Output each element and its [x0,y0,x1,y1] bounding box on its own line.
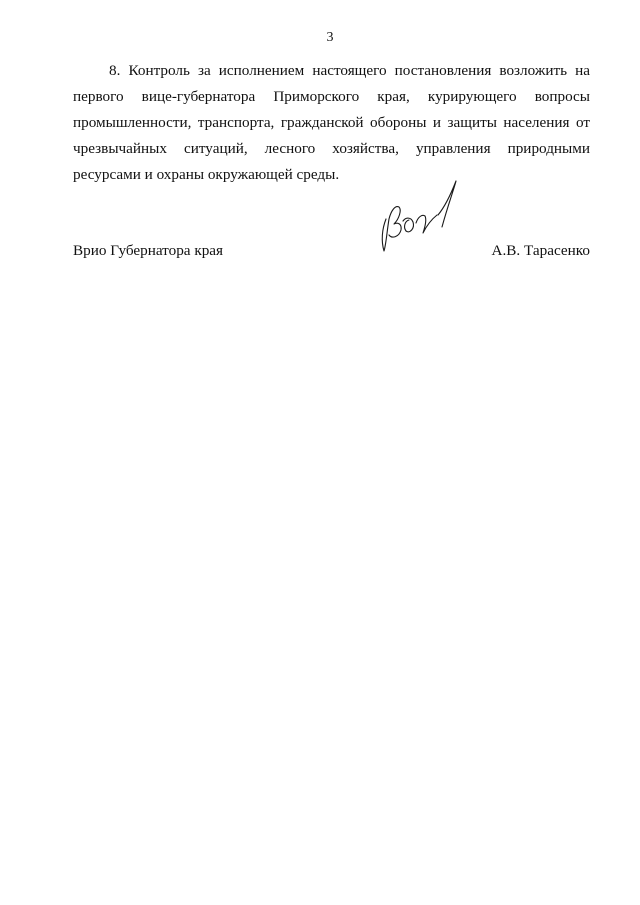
signer-name: А.В. Тарасенко [491,242,590,259]
page-number: 3 [326,30,334,45]
signature-block [73,242,590,264]
paragraph-8: 8. Контроль за исполнением настоящего постановления возложить на первого вице-губернатора Приморского края, курирующего вопросы промышленности, транспорта, гражданской обороны и защиты населения от чрезвычайных ситуаций, лесного хозяйства, управления природными ресурсами и охраны окружающей среды. [73,62,590,183]
signer-position: Врио Губернатора края [73,242,224,259]
